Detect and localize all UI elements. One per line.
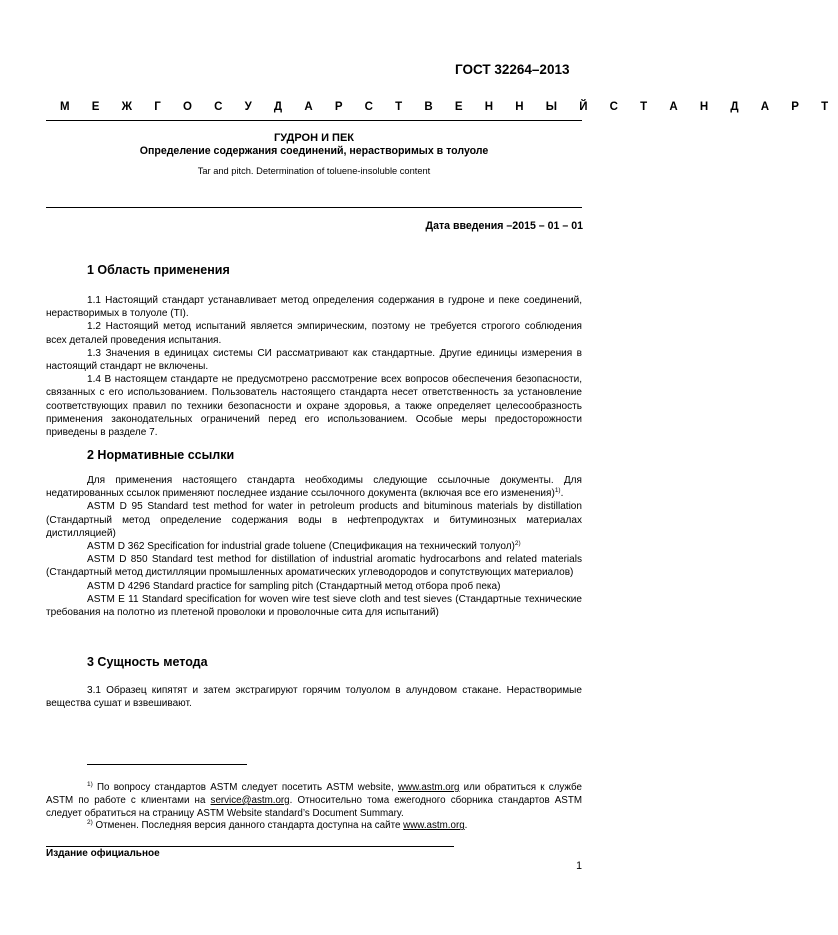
footnote-1	[46, 782, 582, 820]
section-3-heading: 3 Сущность метода	[87, 655, 208, 669]
page-number: 1	[576, 860, 582, 872]
reference-astm-d362-text: ASTM D 362 Specification for industrial grade toluene (Спецификация на технический толуол)	[87, 541, 515, 553]
footnote-1-text-b: или обратиться к службе ASTM по работе с клиентами на	[46, 782, 582, 806]
references-intro: Для применения настоящего стандарта необходимы следующие ссылочные документы. Для недатированных ссылок применяют последнее издание ссылочного документа (включая все его изменения)$^{1)}$.	[46, 475, 582, 500]
section-3-body	[46, 684, 582, 710]
footnote-2-text-a: Отменен. Последняя версия данного стандарта доступна на сайте	[92, 820, 404, 832]
footnotes	[46, 782, 582, 833]
astm-website-link[interactable]: www.astm.org	[397, 782, 460, 793]
document-title-english: Tar and pitch. Determination of toluene-insoluble content	[197, 166, 431, 176]
reference-astm-d362	[46, 540, 582, 553]
footnote-1-marker: 1)	[87, 781, 93, 788]
astm-service-email-link[interactable]: service@astm.org	[210, 794, 290, 806]
section-2-body	[46, 474, 582, 619]
reference-astm-d850: ASTM D 850 Standard test method for distillation of industrial aromatic hydrocarbons and related materials (Стандартный метод дистилляции промышленных ароматических углеводородов и сопутствующих материалов)	[46, 554, 582, 579]
introduction-date: Дата введения –2015 – 01 – 01	[425, 220, 583, 232]
title-rule	[46, 207, 582, 208]
document-title: ГУДРОН И ПЕК	[273, 132, 355, 144]
edition-rule	[46, 846, 454, 847]
footnote-ref-2: 2)	[514, 540, 521, 548]
section-2-heading: 2 Нормативные ссылки	[87, 448, 235, 462]
reference-astm-e11: ASTM E 11 Standard specification for woven wire test sieve cloth and test sieves (Стандартные технические требования на полотно из плетеной проволоки и проволочные сита для испытаний)	[46, 593, 582, 619]
section-1-body	[46, 294, 582, 439]
footnote-1-text-a: По вопросу стандартов ASTM следует посетить ASTM website,	[92, 782, 398, 793]
footnote-ref-1: 1)	[554, 487, 561, 495]
paragraph-1-3: 1.3 Значения в единицах системы СИ рассматривают как стандартные. Другие единицы измерения в настоящий стандарт не включены.	[46, 347, 582, 373]
footnote-separator	[87, 764, 247, 765]
header-rule	[46, 120, 582, 121]
paragraph-1-2: 1.2 Настоящий метод испытаний является эмпирическим, поэтому не требуется строгого соблюдения всех деталей проведения испытания.	[46, 321, 582, 346]
document-subtitle: Определение содержания соединений, нерастворимых в толуоле	[139, 145, 489, 157]
reference-astm-d4296: ASTM D 4296 Standard practice for sampling pitch (Стандартный метод отбора проб пека)	[87, 580, 501, 592]
paragraph-1-1: 1.1 Настоящий стандарт устанавливает метод определения содержания в гудроне и пеке соединений, нерастворимых в толуоле (TI).	[46, 295, 582, 320]
footnote-2-marker: 2)	[87, 819, 93, 827]
footnote-2	[46, 820, 582, 833]
references-intro-text: Для применения настоящего стандарта необходимы следующие ссылочные документы. Для недатированных ссылок применяют последнее издание ссылочного документа (включая все его изменения)	[46, 475, 582, 500]
astm-website-link-2[interactable]: www.astm.org	[403, 820, 465, 832]
standard-number: ГОСТ 32264–2013	[455, 62, 570, 77]
footnote-2-text-b: .	[464, 820, 468, 832]
interstate-standard-label: М Е Ж Г О С У Д А Р С Т В Е Н Н Ы Й С Т А Н Д А Р Т	[60, 101, 838, 113]
section-1-heading: 1 Область применения	[87, 263, 230, 277]
paragraph-1-4: 1.4 В настоящем стандарте не предусмотрено рассмотрение всех вопросов обеспечения безопасности, связанных с его использованием. Пользователь настоящего стандарта несет ответственность за установление соответствующих правил по техники безопасности и охране здоровья, а также определяет целесообразность применения законодательных ограничений перед его использованием. Особые меры предосторожности приведены в разделе 7.	[46, 374, 582, 439]
footnote-1-text-c: . Относительно тома ежегодного сборника стандартов ASTM следует обратиться на страницу ASTM Website standard’s Document Summary.	[46, 794, 582, 819]
reference-astm-d95: ASTM D 95 Standard test method for water in petroleum products and bituminous materials by distillation (Стандартный метод определение содержания воды в нефтепродуктах и битуминозных материалах дистилляцией)	[46, 501, 582, 539]
paragraph-3-1: 3.1 Образец кипятят и затем экстрагируют горячим толуолом в алундовом стакане. Нерастворимые вещества сушат и взвешивают.	[46, 685, 582, 710]
official-edition-label: Издание официальное	[46, 848, 160, 859]
